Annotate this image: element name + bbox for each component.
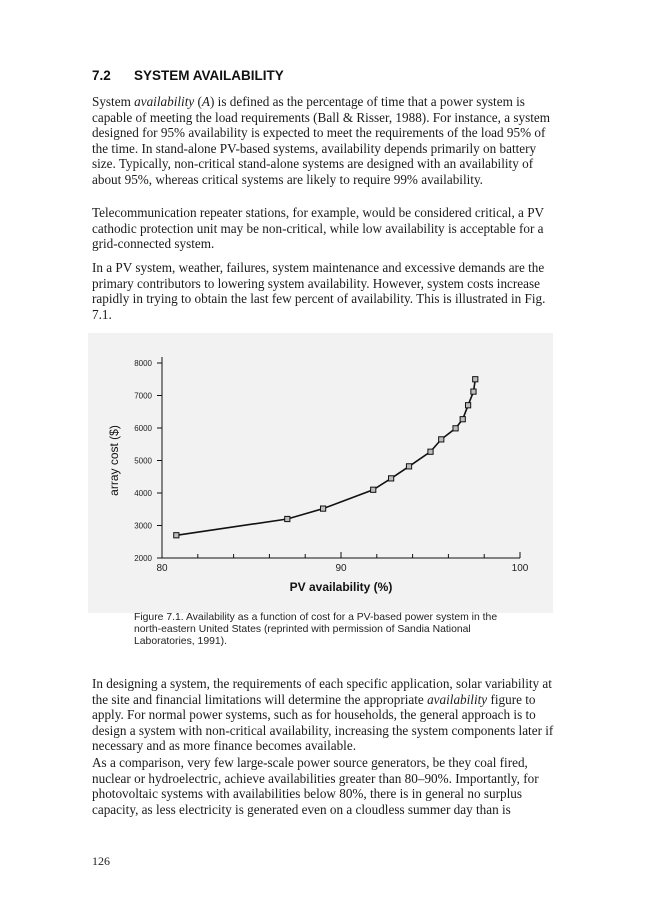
data-point-marker — [285, 516, 290, 521]
data-point-marker — [389, 476, 394, 481]
data-point-marker — [428, 449, 433, 454]
y-tick-label: 4000 — [134, 489, 152, 498]
section-title: SYSTEM AVAILABILITY — [134, 68, 284, 83]
data-point-marker — [371, 487, 376, 492]
paragraph-contributors: In a PV system, weather, failures, system maintenance and excessive demands are the primary contributors to lowering system availability. However, system costs increase rapidly in trying to obtain the last few percent of availability. This is illustrated in Fig. 7.1. — [92, 260, 546, 322]
data-point-marker — [174, 533, 179, 538]
data-point-marker — [453, 426, 458, 431]
availability-cost-chart — [88, 333, 553, 613]
paragraph-critical-examples: Telecommunication repeater stations, for example, would be considered critical, a PV cathodic protection unit may be non-critical, while low availability is acceptable for a grid-connected system. — [92, 205, 544, 252]
data-point-marker — [473, 377, 478, 382]
y-axis-label: array cost ($) — [107, 425, 121, 496]
x-axis-label: PV availability (%) — [289, 580, 393, 594]
y-tick-label: 7000 — [134, 391, 152, 401]
y-tick-label: 2000 — [134, 554, 152, 563]
x-tick-label: 100 — [511, 563, 529, 574]
y-tick-label: 3000 — [134, 521, 152, 531]
y-tick-label: 5000 — [134, 456, 152, 466]
y-tick-label: 6000 — [134, 424, 152, 433]
data-point-marker — [439, 437, 444, 442]
paragraph-design-approach: In designing a system, the requirements of each specific application, solar variability at the site and financial limitations will determine the appropriate availability figure to apply. For normal power systems, such as for households, the general approach is to design a system with non-critical availability, increasing the system components later if necessary and as more finance becomes available. — [92, 676, 554, 754]
figure-caption: Figure 7.1. Availability as a function of cost for a PV-based power system in the north-eastern United States (reprinted with permission of Sandia National Laboratories, 1991). — [134, 612, 498, 648]
section-number: 7.2 — [92, 68, 111, 83]
paragraph-availability-definition: System availability (A) is defined as the percentage of time that a power system is capable of meeting the load requirements (Ball & Risser, 1988). For instance, a system designed for 95% availability is expected to meet the requirements of the load 95% of the time. In stand-alone PV-based systems, availability depends primarily on battery size. Typically, non-critical stand-alone systems are designed with an availability of about 95%, whereas critical systems are likely to require 99% availability. — [92, 94, 550, 187]
paragraph-comparison: As a comparison, very few large-scale power source generators, be they coal fired, nuclear or hydroelectric, achieve availabilities greater than 80–90%. Importantly, for photovoltaic systems with availabilities below 80%, there is in general no surplus capacity, as less electricity is generated even on a cloudless summer day than is — [92, 755, 539, 817]
y-tick-label: 8000 — [134, 359, 152, 368]
section-heading — [92, 68, 284, 83]
data-point-marker — [460, 417, 465, 422]
page-number: 126 — [92, 854, 110, 868]
x-tick-label: 80 — [156, 563, 168, 574]
x-tick-label: 90 — [335, 563, 347, 574]
data-point-marker — [465, 403, 470, 408]
data-point-marker — [321, 506, 326, 511]
data-point-marker — [406, 464, 411, 469]
data-point-marker — [471, 389, 476, 394]
